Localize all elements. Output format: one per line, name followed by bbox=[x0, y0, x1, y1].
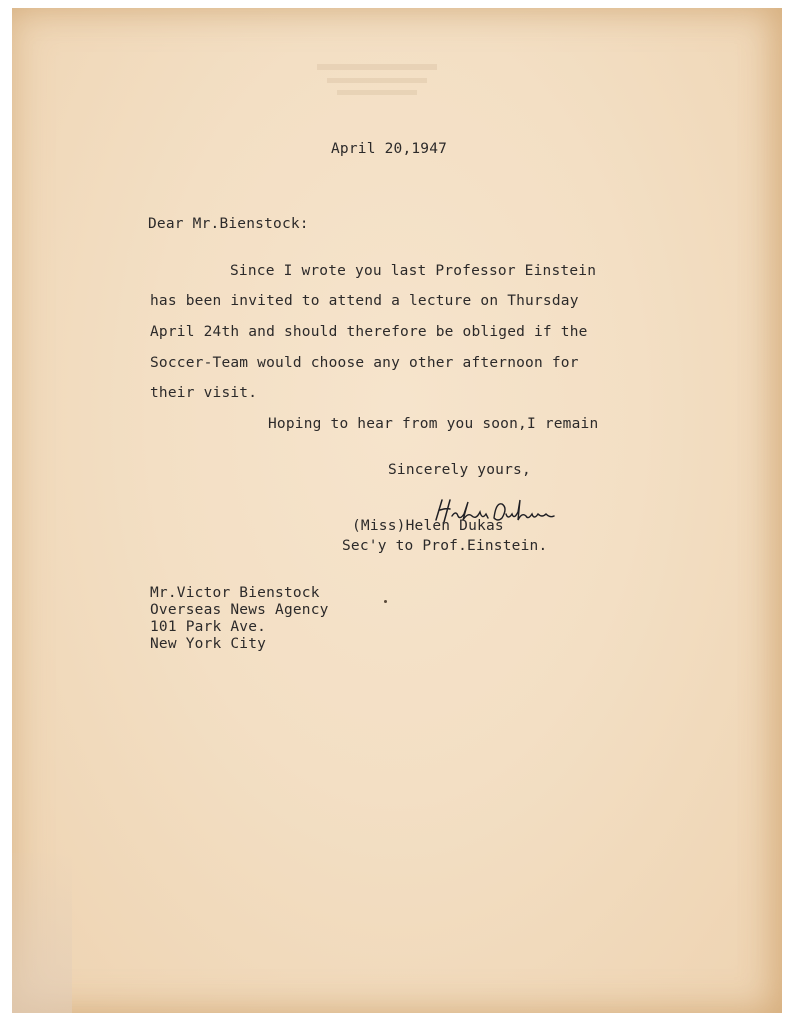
letter-page bbox=[12, 8, 782, 1013]
body-line-2: has been invited to attend a lecture on Thursday bbox=[150, 293, 579, 309]
body-line-3: April 24th and should therefore be obliged if the bbox=[150, 324, 588, 340]
recipient-city: New York City bbox=[150, 636, 267, 652]
letter-date: April 20,1947 bbox=[331, 141, 448, 157]
complimentary-close: Sincerely yours, bbox=[388, 462, 531, 478]
recipient-street: 101 Park Ave. bbox=[150, 619, 267, 635]
body-line-1: Since I wrote you last Professor Einstein bbox=[230, 263, 597, 279]
closing-line: Hoping to hear from you soon,I remain bbox=[268, 416, 599, 432]
ink-speck bbox=[384, 600, 387, 603]
signer-title: Sec'y to Prof.Einstein. bbox=[342, 538, 548, 554]
salutation: Dear Mr.Bienstock: bbox=[148, 216, 309, 232]
paper-shade bbox=[12, 853, 72, 1013]
faint-letterhead-emboss bbox=[307, 60, 447, 106]
recipient-name: Mr.Victor Bienstock bbox=[150, 585, 320, 601]
body-line-4: Soccer-Team would choose any other afternoon for bbox=[150, 355, 579, 371]
body-line-5: their visit. bbox=[150, 385, 258, 401]
signer-name: (Miss)Helen Dukas bbox=[352, 518, 504, 534]
recipient-organization: Overseas News Agency bbox=[150, 602, 329, 618]
